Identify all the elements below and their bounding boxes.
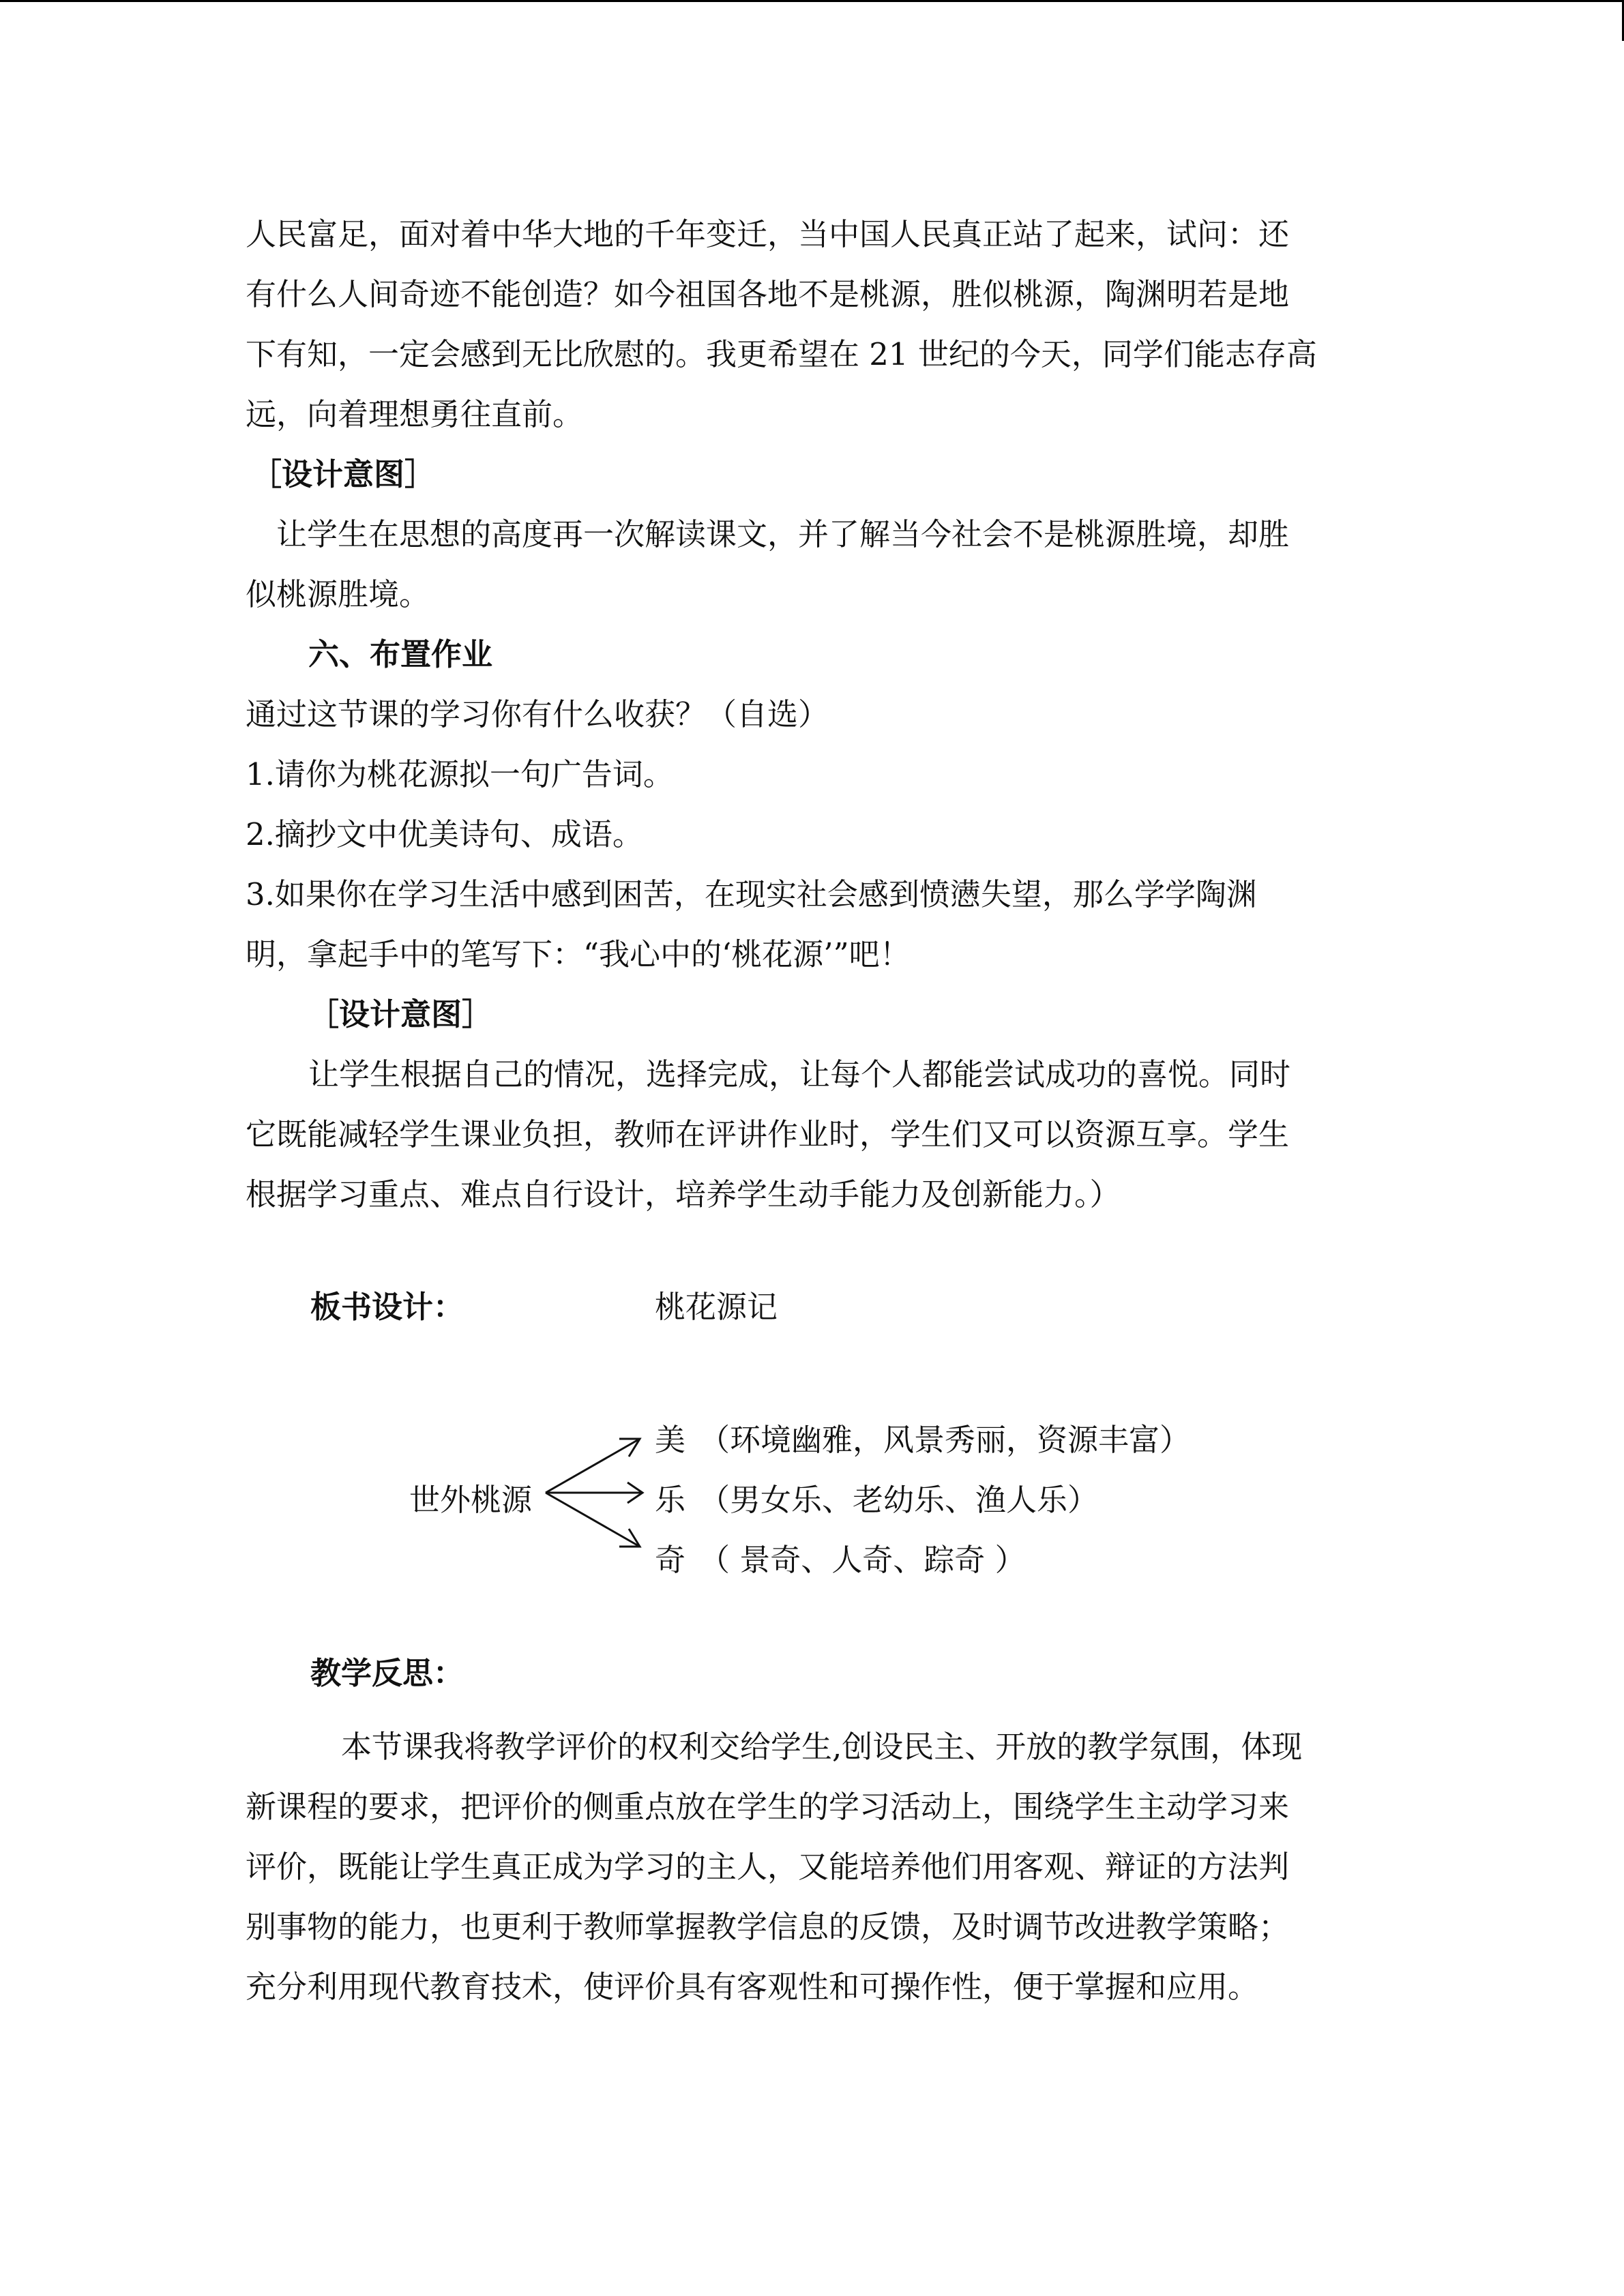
homework-item: 3.如果你在学习生活中感到困苦，在现实社会感到愤懑失望，那么学学陶渊 xyxy=(246,876,1257,912)
branch-detail: （男女乐、老幼乐、渔人乐） xyxy=(699,1482,1099,1518)
branch-key: 美 xyxy=(655,1422,686,1458)
branch-detail: （环境幽雅，风景秀丽，资源丰富） xyxy=(699,1422,1191,1458)
page-top-border xyxy=(0,0,1624,2)
board-center-label: 世外桃源 xyxy=(409,1482,533,1518)
reflection-line: 新课程的要求，把评价的侧重点放在学生的学习活动上，围绕学生主动学习来 xyxy=(246,1789,1290,1825)
homework-heading: 六、布置作业 xyxy=(308,636,493,672)
branch-key: 奇 xyxy=(655,1542,686,1578)
homework-item: 2.摘抄文中优美诗句、成语。 xyxy=(246,816,643,852)
design-intent-line: 它既能减轻学生课业负担，教师在评讲作业时，学生们又可以资源互享。学生 xyxy=(246,1116,1290,1152)
branch-key: 乐 xyxy=(655,1482,686,1518)
branch-detail: （ 景奇、人奇、踪奇 ） xyxy=(699,1542,1026,1578)
arrow-line-bottom xyxy=(546,1493,640,1547)
intro-line: 下有知，一定会感到无比欣慰的。我更希望在 21 世纪的今天，同学们能志存高 xyxy=(246,336,1317,372)
intro-line: 人民富足，面对着中华大地的千年变迁，当中国人民真正站了起来，试问：还 xyxy=(246,216,1290,252)
design-intent-line: 让学生在思想的高度再一次解读课文，并了解当今社会不是桃源胜境，却胜 xyxy=(276,516,1290,552)
intro-line: 远，向着理想勇往直前。 xyxy=(246,396,584,432)
design-intent-line: 似桃源胜境。 xyxy=(246,576,430,612)
board-design-title: 桃花源记 xyxy=(655,1289,778,1325)
design-intent-line: 根据学习重点、难点自行设计，培养学生动手能力及创新能力。） xyxy=(246,1176,1121,1212)
arrow-line-top xyxy=(546,1439,640,1493)
intro-line: 有什么人间奇迹不能创造？如今祖国各地不是桃源，胜似桃源，陶渊明若是地 xyxy=(246,276,1290,312)
document-body xyxy=(246,205,1378,1225)
homework-item: 明，拿起手中的笔写下：“我心中的‘桃花源’”吧！ xyxy=(246,936,911,972)
homework-item: 1.请你为桃花源拟一句广告词。 xyxy=(246,756,674,792)
board-design-label: 板书设计： xyxy=(310,1289,464,1325)
design-intent-heading: ［设计意图］ xyxy=(308,996,493,1032)
board-design xyxy=(246,1282,1378,1596)
reflection-line: 本节课我将教学评价的权利交给学生,创设民主、开放的教学氛围，体现 xyxy=(341,1729,1303,1765)
homework-prompt: 通过这节课的学习你有什么收获？（自选） xyxy=(246,696,829,732)
teaching-reflection xyxy=(246,1643,1378,2017)
design-intent-line: 让学生根据自己的情况，选择完成，让每个人都能尝试成功的喜悦。同时 xyxy=(308,1056,1291,1092)
design-intent-heading: ［设计意图］ xyxy=(251,456,436,492)
reflection-line: 评价，既能让学生真正成为学习的主人，又能培养他们用客观、辩证的方法判 xyxy=(246,1849,1290,1885)
reflection-line: 充分利用现代教育技术，使评价具有客观性和可操作性，便于掌握和应用。 xyxy=(246,1969,1259,2005)
reflection-heading: 教学反思： xyxy=(310,1655,464,1691)
reflection-line: 别事物的能力，也更利于教师掌握教学信息的反馈，及时调节改进教学策略； xyxy=(246,1909,1290,1945)
